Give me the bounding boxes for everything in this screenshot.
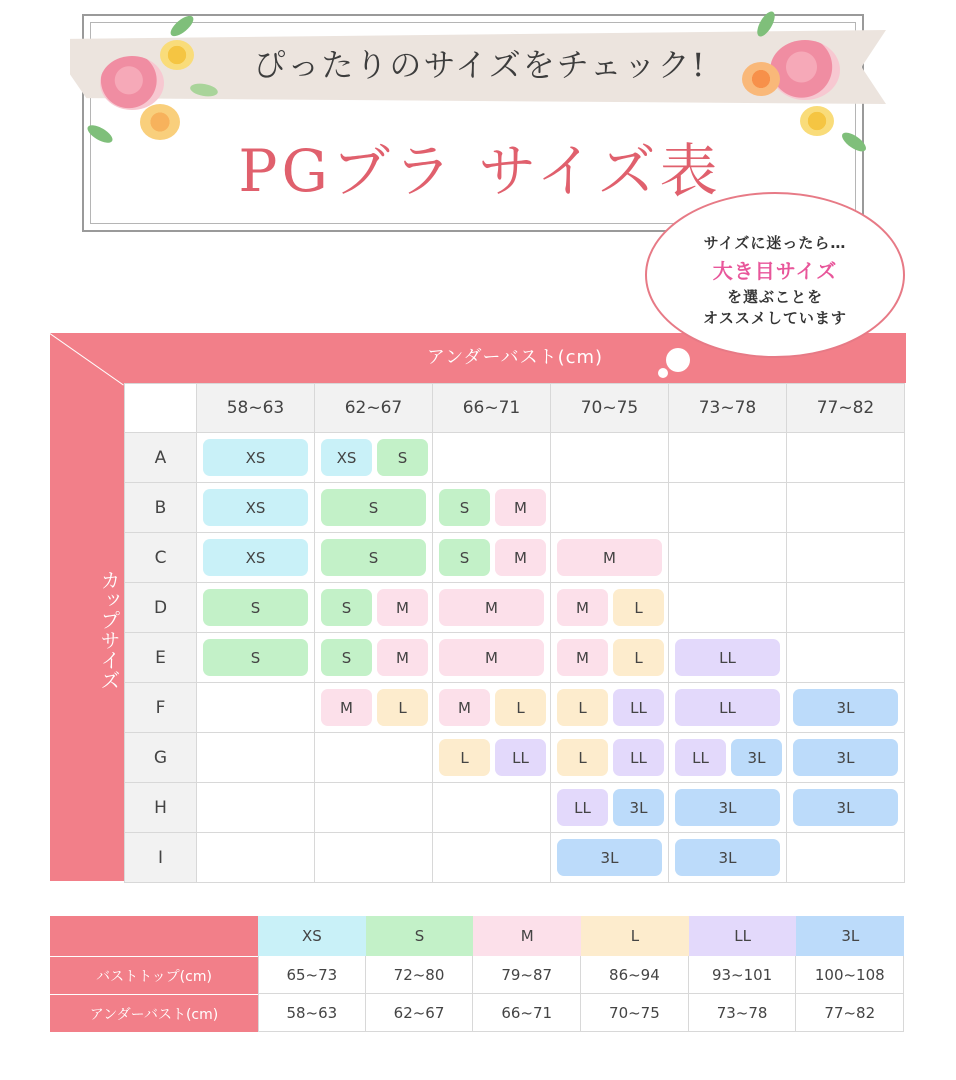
size-badge: 3L	[675, 839, 780, 876]
size-badge: LL	[675, 639, 780, 676]
underbust-column-header: 58~63	[197, 384, 315, 433]
size-badge: S	[321, 539, 426, 576]
size-cell	[551, 533, 669, 583]
size-badge: S	[321, 489, 426, 526]
underbust-column-header: 62~67	[315, 384, 433, 433]
size-cell	[315, 583, 433, 633]
size-badge: S	[203, 639, 308, 676]
size-cell	[315, 833, 433, 883]
size-badge: S	[439, 489, 490, 526]
size-badge: XS	[203, 439, 308, 476]
size-badge: XS	[321, 439, 372, 476]
size-badge: M	[377, 639, 428, 676]
size-badge: S	[321, 589, 372, 626]
size-cell	[197, 533, 315, 583]
bubble-highlight: 大き目サイズ	[712, 259, 838, 283]
legend-value-cell: 65~73	[258, 956, 366, 994]
size-badge: L	[557, 689, 608, 726]
size-badge: M	[439, 689, 490, 726]
underbust-column-header: 77~82	[787, 384, 905, 433]
size-cell	[315, 483, 433, 533]
size-badge: XS	[203, 539, 308, 576]
legend-value-cell: 93~101	[689, 956, 797, 994]
cup-row-label: C	[125, 533, 197, 583]
bubble-tail-dot	[658, 368, 668, 378]
size-cell	[787, 633, 905, 683]
size-badge: 3L	[675, 789, 780, 826]
cup-row-label: B	[125, 483, 197, 533]
size-badge: S	[203, 589, 308, 626]
size-badge: M	[495, 489, 546, 526]
legend-value-cell: 79~87	[473, 956, 581, 994]
size-cell	[669, 633, 787, 683]
legend-value-cell: 66~71	[473, 994, 581, 1032]
size-cell	[197, 833, 315, 883]
legend-row-label: バストトップ(cm)	[50, 956, 258, 994]
size-cell	[787, 433, 905, 483]
legend-size-header: 3L	[796, 916, 904, 956]
size-cell	[787, 483, 905, 533]
size-badge: L	[495, 689, 546, 726]
legend-size-header: S	[366, 916, 474, 956]
size-cell	[551, 633, 669, 683]
size-cell	[197, 633, 315, 683]
size-badge: M	[495, 539, 546, 576]
size-cell	[669, 783, 787, 833]
size-cell	[787, 783, 905, 833]
size-cell	[315, 433, 433, 483]
size-badge: M	[377, 589, 428, 626]
cup-row-label: E	[125, 633, 197, 683]
size-badge: 3L	[731, 739, 782, 776]
underbust-column-header: 73~78	[669, 384, 787, 433]
cup-row-label: A	[125, 433, 197, 483]
size-cell	[433, 483, 551, 533]
size-cell	[315, 783, 433, 833]
legend-size-header: XS	[258, 916, 366, 956]
size-cell	[433, 633, 551, 683]
size-badge: 3L	[793, 789, 898, 826]
cup-row-label: D	[125, 583, 197, 633]
size-cell	[551, 433, 669, 483]
size-cell	[551, 733, 669, 783]
legend-value-cell: 86~94	[581, 956, 689, 994]
size-badge: 3L	[557, 839, 662, 876]
legend-row-label: アンダーバスト(cm)	[50, 994, 258, 1032]
size-cell	[669, 433, 787, 483]
size-badge: LL	[613, 739, 664, 776]
legend-value-cell: 58~63	[258, 994, 366, 1032]
size-cell	[433, 533, 551, 583]
size-badge: M	[439, 589, 544, 626]
size-cell	[197, 433, 315, 483]
ribbon-text: ぴったりのサイズをチェック!	[253, 46, 707, 84]
size-badge: LL	[557, 789, 608, 826]
legend-size-header: LL	[689, 916, 797, 956]
bubble-line-4: オススメしています	[703, 309, 847, 327]
cup-row-label: F	[125, 683, 197, 733]
size-badge: 3L	[793, 689, 898, 726]
size-cell	[669, 533, 787, 583]
legend-size-header: L	[581, 916, 689, 956]
size-cell	[551, 583, 669, 633]
bubble-tail-dot	[666, 348, 690, 372]
size-cell	[669, 583, 787, 633]
size-cell	[669, 683, 787, 733]
legend-value-cell: 70~75	[581, 994, 689, 1032]
size-badge: M	[557, 589, 608, 626]
size-cell	[315, 633, 433, 683]
size-badge: S	[439, 539, 490, 576]
size-badge: S	[321, 639, 372, 676]
legend-value-cell: 62~67	[366, 994, 474, 1032]
size-cell	[197, 733, 315, 783]
legend-value-cell: 72~80	[366, 956, 474, 994]
size-cell	[669, 733, 787, 783]
size-cell	[787, 733, 905, 783]
size-cell	[197, 683, 315, 733]
size-legend-table	[50, 916, 904, 1032]
size-badge: M	[321, 689, 372, 726]
size-cell	[551, 783, 669, 833]
size-badge: LL	[675, 689, 780, 726]
size-badge: L	[613, 589, 664, 626]
size-badge: 3L	[793, 739, 898, 776]
underbust-column-header: 70~75	[551, 384, 669, 433]
page-title: PGブラ サイズ表	[238, 137, 722, 205]
cup-row-label: G	[125, 733, 197, 783]
advice-bubble	[645, 192, 905, 358]
size-badge: M	[439, 639, 544, 676]
size-cell	[315, 683, 433, 733]
cup-row-label: I	[125, 833, 197, 883]
size-badge: S	[377, 439, 428, 476]
size-cell	[433, 833, 551, 883]
size-cell	[197, 783, 315, 833]
size-cell	[433, 583, 551, 633]
legend-value-cell: 73~78	[689, 994, 797, 1032]
size-cell	[315, 533, 433, 583]
size-cell	[315, 733, 433, 783]
underbust-column-header: 66~71	[433, 384, 551, 433]
size-cell	[433, 433, 551, 483]
size-cell	[787, 683, 905, 733]
size-cell	[787, 833, 905, 883]
legend-corner-cell	[50, 916, 258, 956]
size-cell	[551, 833, 669, 883]
size-badge: 3L	[613, 789, 664, 826]
size-cell	[433, 783, 551, 833]
size-cell	[787, 583, 905, 633]
size-badge: LL	[675, 739, 726, 776]
size-badge: L	[613, 639, 664, 676]
size-cell	[669, 833, 787, 883]
size-cell	[787, 533, 905, 583]
table-corner-cell	[125, 384, 197, 433]
size-cell	[433, 683, 551, 733]
cup-row-label: H	[125, 783, 197, 833]
size-badge: M	[557, 639, 608, 676]
size-badge: L	[439, 739, 490, 776]
size-cell	[551, 483, 669, 533]
legend-value-cell: 100~108	[796, 956, 904, 994]
size-cell	[197, 583, 315, 633]
size-badge: XS	[203, 489, 308, 526]
size-badge: LL	[495, 739, 546, 776]
size-cell	[551, 683, 669, 733]
size-cell	[433, 733, 551, 783]
size-badge: L	[377, 689, 428, 726]
size-cell	[197, 483, 315, 533]
size-badge: M	[557, 539, 662, 576]
legend-size-header: M	[473, 916, 581, 956]
bubble-line-1: サイズに迷ったら…	[703, 234, 847, 252]
size-badge: LL	[613, 689, 664, 726]
size-cell	[669, 483, 787, 533]
bubble-line-3: を選ぶことを	[726, 288, 823, 306]
underbust-title: アンダーバスト(cm)	[426, 347, 604, 368]
legend-value-cell: 77~82	[796, 994, 904, 1032]
cup-size-title: カップサイズ	[97, 570, 121, 690]
size-badge: L	[557, 739, 608, 776]
size-table	[124, 383, 905, 883]
